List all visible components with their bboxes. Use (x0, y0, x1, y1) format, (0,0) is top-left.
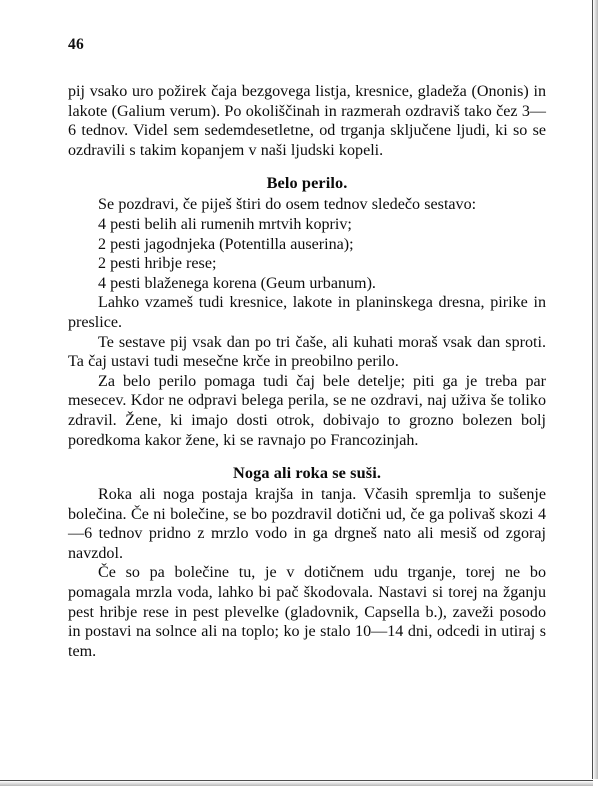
text-column (68, 36, 546, 661)
paragraph-bezgov-caj: pij vsako uro požirek čaja bezgovega listja, kresnice, gladeža (Ononis) in lakote (Galium verum). Po okoliščinah in razmerah ozdraviš tako čez 3—6 tednov. Videl sem sedemdesetletne, od trganja sključene ljudi, ki so se ozdravili s takim kopanjem v naši ljudski kopeli. (68, 83, 546, 159)
paragraph-se-pozdravi: Se pozdravi, če piješ štiri do osem tednov sledečo sestavo: (98, 196, 477, 214)
page-edge-shadow-bottom (0, 781, 593, 786)
paragraph-roka-ali-noga: Roka ali noga postaja krajša in tanja. Včasih spremlja to sušenje bolečina. Če ni bolečine, se bo pozdravil dotični ud, če ga polivaš skozi 4—6 tednov pridno z mrzlo vodo in ga drgneš nato ali mesiš od zgoraj navzdol. (68, 486, 546, 562)
heading-noga-ali-roka: Noga ali roka se suši. (233, 463, 381, 483)
paragraph-ce-so-pa-bolecine: Če so pa bolečine tu, je v dotičnem udu trganje, torej ne bo pomagala mrzla voda, lahko bi pač škodovala. Nastavi si torej na žganju pest hribje rese in pest plevelke (gladovnik, Capsella b.), zaveži posodo in postavi na solnce ali na toplo; ko je stalo 10—14 dni, odcedi in utiraj s tem. (68, 564, 546, 660)
page-edge-shadow-right (593, 0, 598, 779)
list-item: 4 pesti blaženega korena (Geum urbanum). (98, 274, 376, 292)
paragraph-lahko-vzames: Lahko vzameš tudi kresnice, lakote in planinskega dresna, pirike in preslice. (68, 294, 546, 331)
list-item: 2 pesti hribje rese; (98, 255, 217, 273)
paragraph-te-sestave: Te sestave pij vsak dan po tri čaše, ali kuhati moraš vsak dan sproti. Ta čaj ustavi tudi mesečne krče in preobilno perilo. (68, 333, 546, 371)
ingredient-list-belo-perilo (68, 215, 546, 293)
paragraph-za-belo-perilo: Za belo perilo pomaga tudi čaj bele detelje; piti ga je treba par mesecev. Kdor ne odpravi belega perila, se ne ozdravi, naj uživa še toliko zdravil. Žene, ki imajo dosti otrok, dobivajo to grozno bolezen bolj poredkoma kakor žene, ki se ravnajo po Francozinjah. (68, 372, 546, 449)
page-edge-rule-right (592, 0, 593, 779)
heading-belo-perilo: Belo perilo. (266, 173, 348, 193)
list-item: 2 pesti jagodnjeka (Potentilla auserina); (98, 235, 354, 253)
page-edge-rule-bottom (0, 780, 593, 781)
page-number: 46 (68, 36, 84, 53)
list-item: 4 pesti belih ali rumenih mrtvih kopriv; (98, 215, 352, 233)
